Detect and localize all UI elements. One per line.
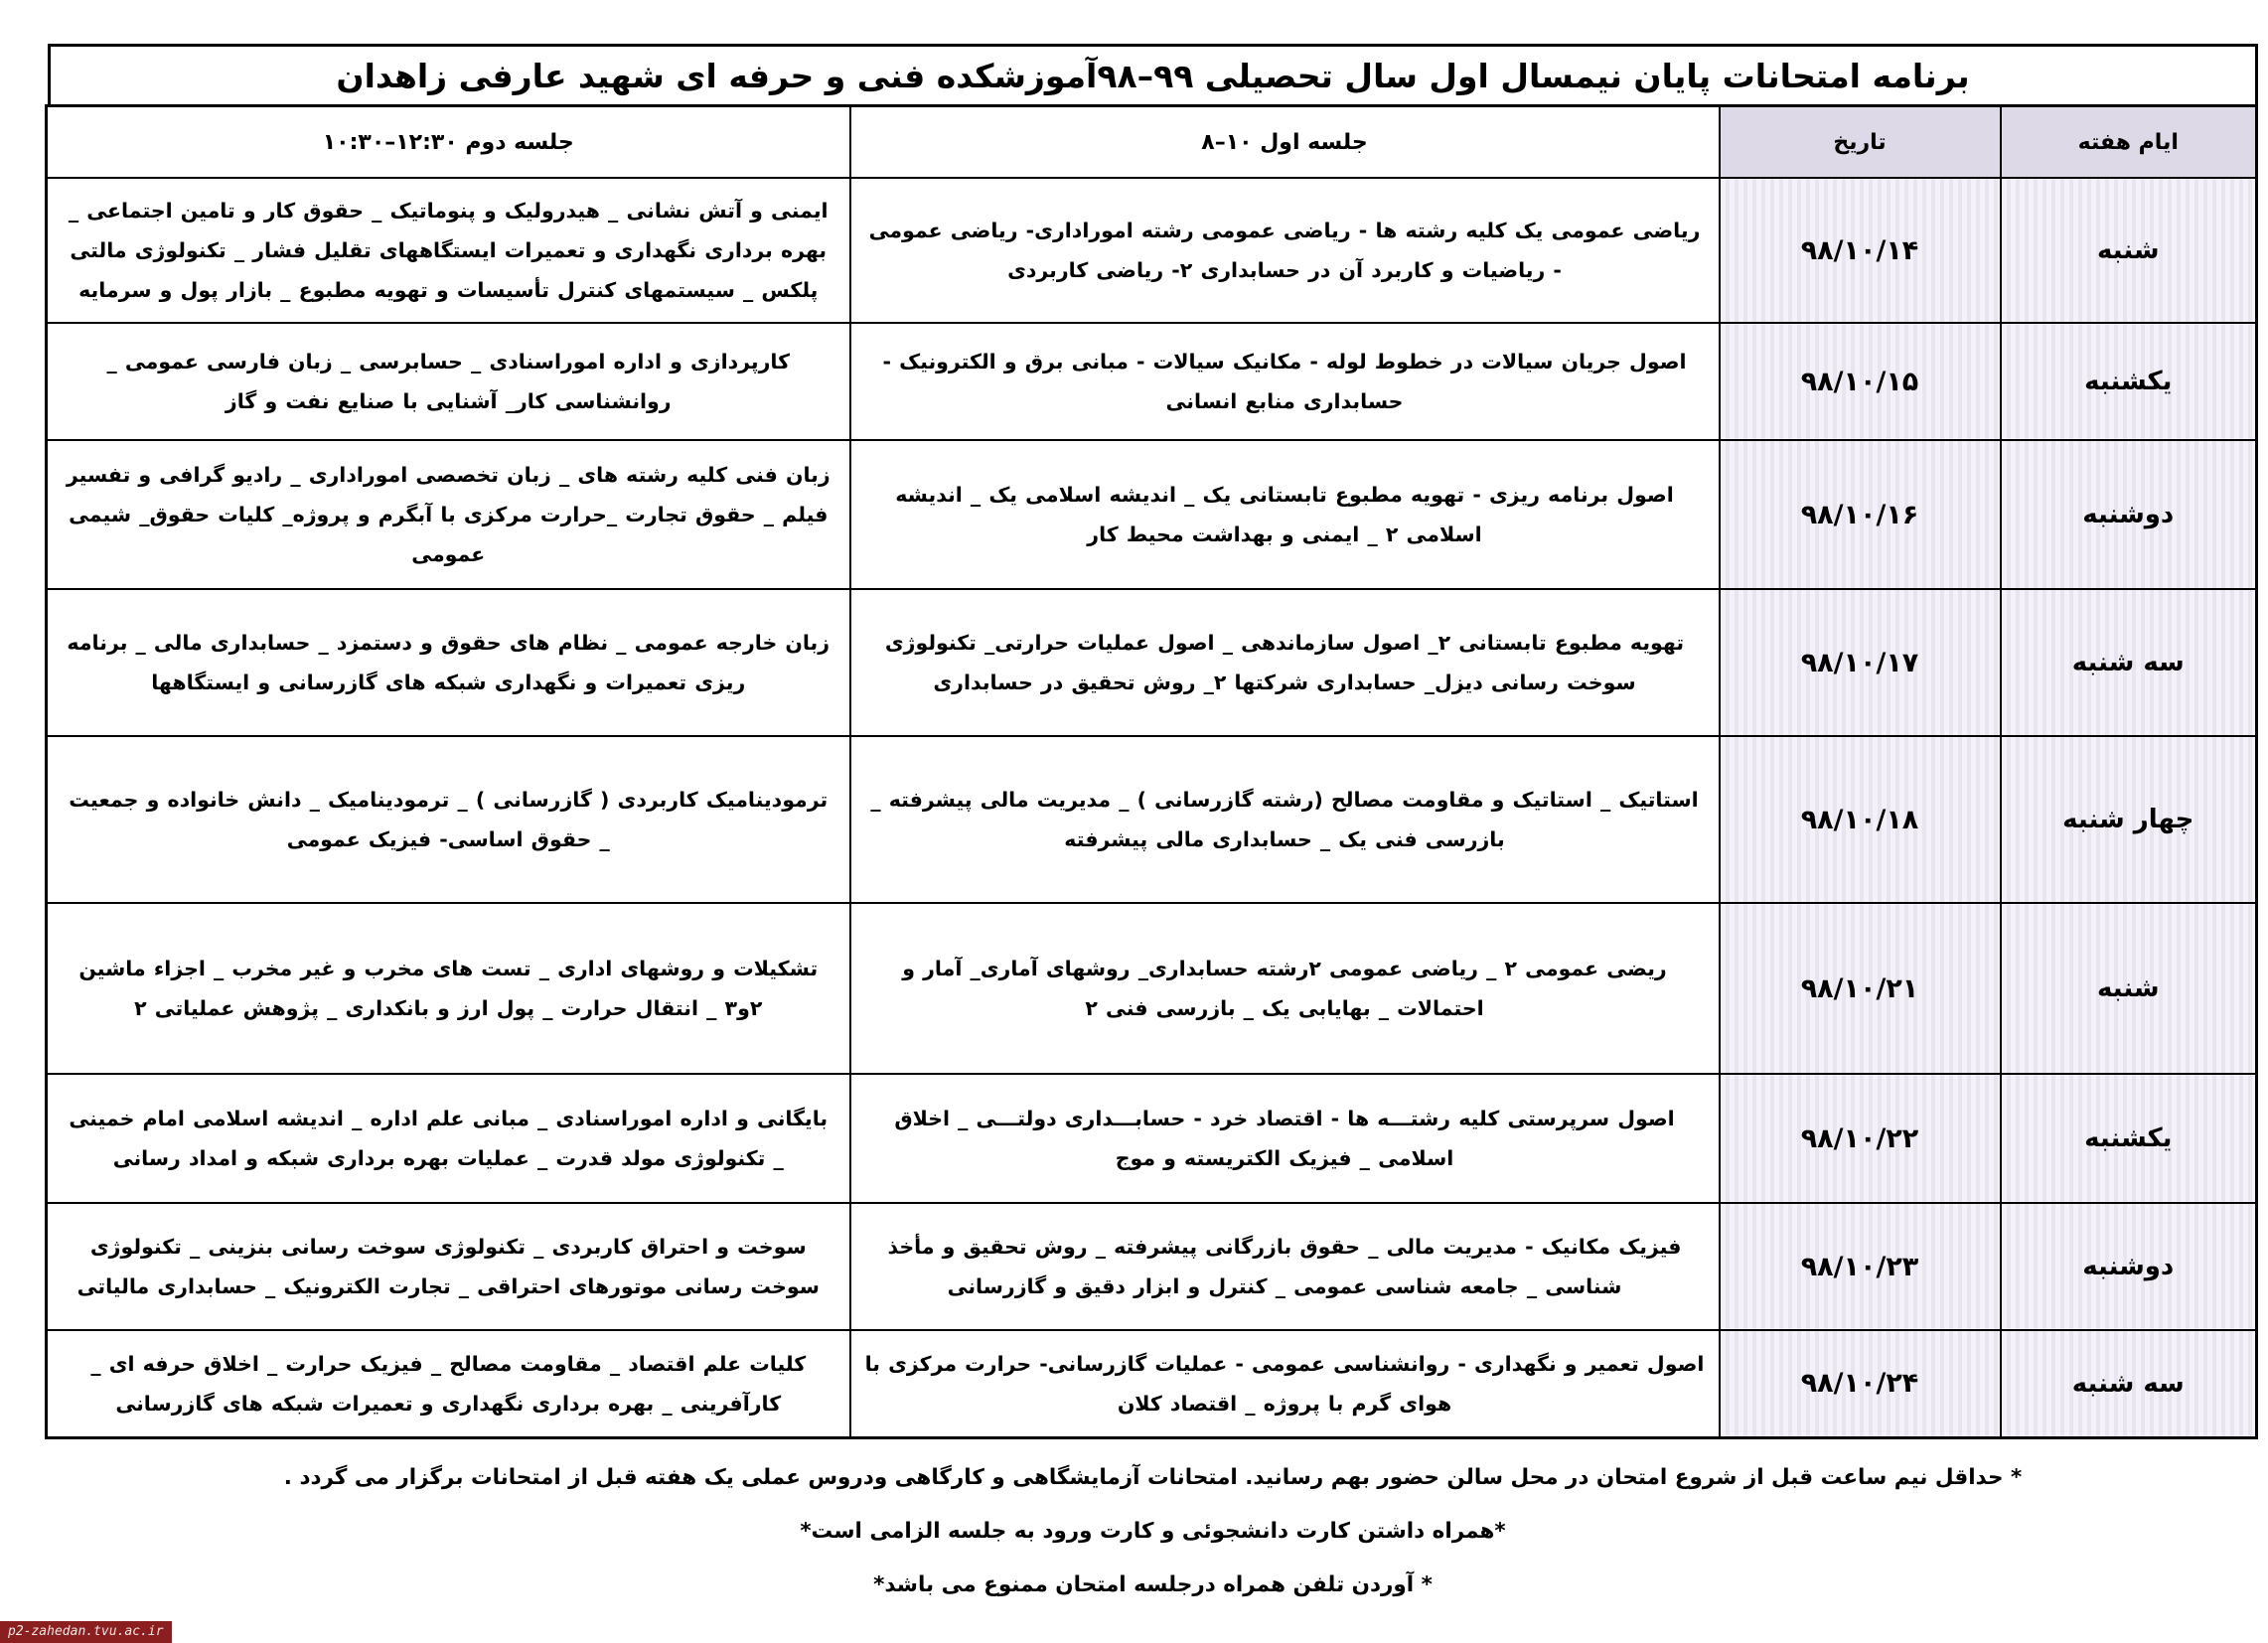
site-watermark: p2-zahedan.tvu.ac.ir xyxy=(0,1621,172,1643)
row-date: ۹۸/۱۰/۱۸ xyxy=(1720,736,2001,903)
page-title: برنامه امتحانات پایان نیمسال اول سال تحصیلی ۹۹–۹۸آموزشکده فنی و حرفه ای شهید عارفی زاهدان xyxy=(48,44,2258,104)
table-header-row xyxy=(47,106,2257,179)
header-date: تاریخ xyxy=(1720,106,2001,179)
table-row xyxy=(47,1074,2257,1203)
table-row xyxy=(47,589,2257,736)
row-day: سه شنبه xyxy=(2001,1330,2257,1437)
row-date: ۹۸/۱۰/۲۱ xyxy=(1720,903,2001,1074)
row-session2: تشکیلات و روشهای اداری _ تست های مخرب و غیر مخرب _ اجزاء ماشین ۲و۳ _ انتقال حرارت _ پول ارز و بانکداری _ پژوهش عملیاتی ۲ xyxy=(47,903,850,1074)
header-session1: جلسه اول ۱۰–۸ xyxy=(850,106,1720,179)
table-row xyxy=(47,323,2257,440)
row-session1: اصول جریان سیالات در خطوط لوله - مکانیک سیالات - مبانی برق و الکترونیک - حسابداری منابع انسانی xyxy=(850,323,1720,440)
schedule-table xyxy=(45,104,2258,1439)
table-row xyxy=(47,440,2257,589)
note-student-card: *همراه داشتن کارت دانشجوئی و کارت ورود به جلسه الزامی است* xyxy=(800,1518,1506,1544)
row-date: ۹۸/۱۰/۱۷ xyxy=(1720,589,2001,736)
table-row xyxy=(47,178,2257,323)
row-session1: اصول برنامه ریزی - تهویه مطبوع تابستانی یک _ اندیشه اسلامی یک _ اندیشه اسلامی ۲ _ ایمنی و بهداشت محیط کار xyxy=(850,440,1720,589)
row-session2: ترمودینامیک کاربردی ( گازرسانی ) _ ترمودینامیک _ دانش خانواده و جمعیت _ حقوق اساسی- فیزیک عمومی xyxy=(47,736,850,903)
row-day: یکشنبه xyxy=(2001,323,2257,440)
row-day: چهار شنبه xyxy=(2001,736,2257,903)
footer-notes xyxy=(48,1451,2258,1612)
row-day: شنبه xyxy=(2001,903,2257,1074)
row-session2: کلیات علم اقتصاد _ مقاومت مصالح _ فیزیک حرارت _ اخلاق حرفه ای _ کارآفرینی _ بهره برداری نگهداری و تعمیرات شبکه های گازرسانی xyxy=(47,1330,850,1437)
row-date: ۹۸/۱۰/۲۴ xyxy=(1720,1330,2001,1437)
row-date: ۹۸/۱۰/۲۲ xyxy=(1720,1074,2001,1203)
table-row xyxy=(47,1330,2257,1437)
row-session1: ریاضی عمومی یک کلیه رشته ها - ریاضی عمومی رشته اموراداری- ریاضی عمومی - ریاضیات و کاربرد آن در حسابداری ۲- ریاضی کاربردی xyxy=(850,178,1720,323)
row-session2: سوخت و احتراق کاربردی _ تکنولوژی سوخت رسانی بنزینی _ تکنولوژی سوخت رسانی موتورهای احتراقی _ تجارت الکترونیک _ حسابداری مالیاتی xyxy=(47,1203,850,1330)
row-date: ۹۸/۱۰/۱۵ xyxy=(1720,323,2001,440)
note-attendance: * حداقل نیم ساعت قبل از شروع امتحان در محل سالن حضور بهم رسانید. امتحانات آزمایشگاهی و کارگاهی ودروس عملی یک هفته قبل از امتحانات برگزار می گردد . xyxy=(283,1464,2023,1490)
row-session1: استاتیک _ استاتیک و مقاومت مصالح (رشته گازرسانی ) _ مدیریت مالی پیشرفته _ بازرسی فنی یک _ حسابداری مالی پیشرفته xyxy=(850,736,1720,903)
row-session2: ایمنی و آتش نشانی _ هیدرولیک و پنوماتیک _ حقوق کار و تامین اجتماعی _ بهره برداری نگهداری و تعمیرات ایستگاههای تقلیل فشار _ تکنولوژی مالتی پلکس _ سیستمهای کنترل تأسیسات و تهویه مطبوع _ بازار پول و سرمایه xyxy=(47,178,850,323)
note-phone-ban: * آوردن تلفن همراه درجلسه امتحان ممنوع می باشد* xyxy=(873,1571,1433,1597)
row-day: دوشنبه xyxy=(2001,440,2257,589)
row-day: یکشنبه xyxy=(2001,1074,2257,1203)
row-session2: بایگانی و اداره اموراسنادی _ مبانی علم اداره _ اندیشه اسلامی امام خمینی _ تکنولوژی مولد قدرت _ عملیات بهره برداری شبکه و امداد رسانی xyxy=(47,1074,850,1203)
row-session1: تهویه مطبوع تابستانی ۲_ اصول سازماندهی _ اصول عملیات حرارتی_ تکنولوژی سوخت رسانی دیزل_ حسابداری شرکتها ۲_ روش تحقیق در حسابداری xyxy=(850,589,1720,736)
header-session2: جلسه دوم ۱۲:۳۰–۱۰:۳۰ xyxy=(47,106,850,179)
row-day: شنبه xyxy=(2001,178,2257,323)
row-session2: کارپردازی و اداره اموراسنادی _ حسابرسی _ زبان فارسی عمومی _ روانشناسی کار_ آشنایی با صنایع نفت و گاز xyxy=(47,323,850,440)
row-session1: ریضی عمومی ۲ _ ریاضی عمومی ۲رشته حسابداری_ روشهای آماری_ آمار و احتمالات _ بهایابی یک _ بازرسی فنی ۲ xyxy=(850,903,1720,1074)
row-day: دوشنبه xyxy=(2001,1203,2257,1330)
exam-schedule-sheet xyxy=(48,44,2258,1612)
row-session1: اصول سرپرستی کلیه رشتـــه ها - اقتصاد خرد - حسابـــداری دولتـــی _ اخلاق اسلامی _ فیزیک الکتریسته و موج xyxy=(850,1074,1720,1203)
row-session2: زبان فنی کلیه رشته های _ زبان تخصصی اموراداری _ رادیو گرافی و تفسیر فیلم _ حقوق تجارت _حرارت مرکزی با آبگرم و پروژه_ کلیات حقوق_ شیمی عمومی xyxy=(47,440,850,589)
table-row xyxy=(47,736,2257,903)
row-date: ۹۸/۱۰/۱۶ xyxy=(1720,440,2001,589)
row-date: ۹۸/۱۰/۲۳ xyxy=(1720,1203,2001,1330)
row-session2: زبان خارجه عمومی _ نظام های حقوق و دستمزد _ حسابداری مالی _ برنامه ریزی تعمیرات و نگهداری شبکه های گازرسانی و ایستگاهها xyxy=(47,589,850,736)
table-row xyxy=(47,903,2257,1074)
row-day: سه شنبه xyxy=(2001,589,2257,736)
table-row xyxy=(47,1203,2257,1330)
row-date: ۹۸/۱۰/۱۴ xyxy=(1720,178,2001,323)
header-day: ایام هفته xyxy=(2001,106,2257,179)
row-session1: فیزیک مکانیک - مدیریت مالی _ حقوق بازرگانی پیشرفته _ روش تحقیق و مأخذ شناسی _ جامعه شناسی عمومی _ کنترل و ابزار دقیق و گازرسانی xyxy=(850,1203,1720,1330)
row-session1: اصول تعمیر و نگهداری - روانشناسی عمومی - عملیات گازرسانی- حرارت مرکزی با هوای گرم با پروژه _ اقتصاد کلان xyxy=(850,1330,1720,1437)
